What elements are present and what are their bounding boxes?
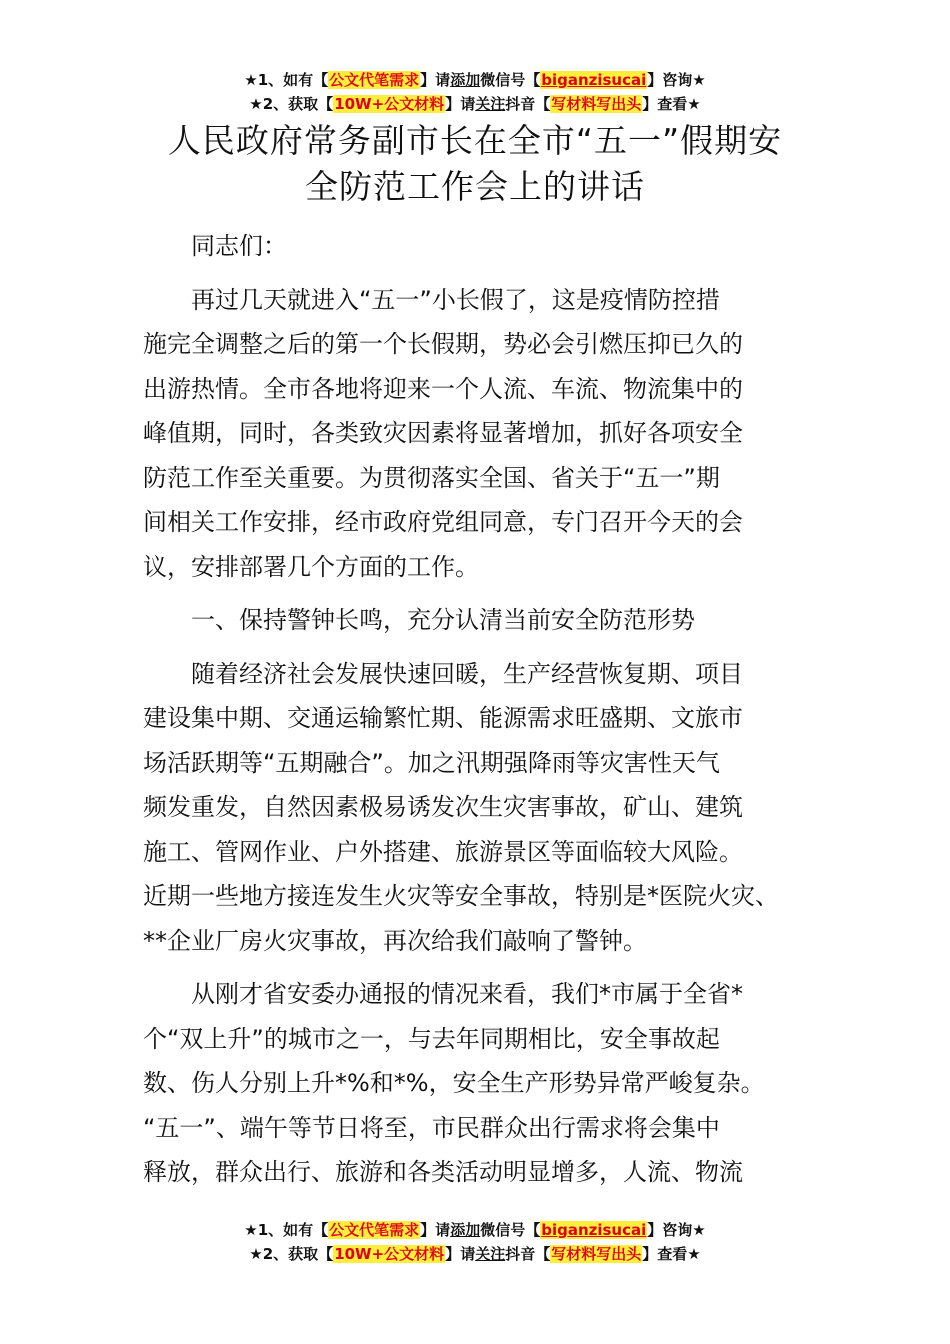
banner-wechat-id: biganzisucai xyxy=(541,1221,647,1239)
body-line: “五一”、端午等节日将至，市民群众出行需求将会集中 xyxy=(143,1113,720,1142)
salutation-text: 同志们： xyxy=(191,232,287,260)
banner-line-2 xyxy=(0,92,950,116)
body-line: 再过几天就进入“五一”小长假了，这是疫情防控措 xyxy=(191,285,720,314)
banner-line-2 xyxy=(0,1242,950,1266)
banner-text: 】请 xyxy=(445,1245,476,1263)
banner-text: 】查看★ xyxy=(642,1245,701,1263)
banner-underlined: 关注 xyxy=(475,95,506,113)
title-line-1: 人民政府常务副市长在全市“五一”假期安 xyxy=(167,121,783,160)
paragraph-3 xyxy=(143,972,808,1195)
top-banner xyxy=(0,68,950,116)
body-line: 释放，群众出行、旅游和各类活动明显增多，人流、物流 xyxy=(143,1158,743,1186)
body-line: 议，安排部署几个方面的工作。 xyxy=(143,552,479,581)
body-line: 出游热情。全市各地将迎来一个人流、车流、物流集中的 xyxy=(143,374,743,403)
banner-highlight: 写材料写出头 xyxy=(551,1245,642,1263)
bottom-banner xyxy=(0,1218,950,1266)
banner-text: ★1、如有【 xyxy=(244,71,329,89)
body-line: 频发重发，自然因素极易诱发次生灾害事故，矿山、建筑 xyxy=(143,793,743,821)
section-heading-1 xyxy=(143,598,808,643)
document-title xyxy=(100,118,850,210)
body-line: 个“双上升”的城市之一，与去年同期相比，安全事故起 xyxy=(143,1024,720,1053)
body-line: **企业厂房火灾事故，再次给我们敲响了警钟。 xyxy=(143,926,647,955)
banner-text: ★2、获取【 xyxy=(249,1245,334,1263)
body-line: 近期一些地方接连发生火灾等安全事故，特别是*医院火灾、 xyxy=(143,882,779,910)
body-line: 场活跃期等“五期融合”。加之汛期强降雨等灾害性天气 xyxy=(143,748,720,777)
body-line: 从刚才省安委办通报的情况来看，我们*市属于全省* xyxy=(191,980,743,1008)
body-line: 间相关工作安排，经市政府党组同意，专门召开今天的会 xyxy=(143,508,743,536)
body-line: 数、伤人分别上升*%和*%，安全生产形势异常严峻复杂。 xyxy=(143,1069,765,1097)
banner-text: 】咨询★ xyxy=(647,1221,706,1239)
banner-underlined: 添加 xyxy=(450,1221,481,1239)
body-line: 峰值期，同时，各类致灾因素将显著增加，抓好各项安全 xyxy=(143,419,743,447)
banner-text: 微信号【 xyxy=(480,1221,541,1239)
body-line: 随着经济社会发展快速回暖，生产经营恢复期、项目 xyxy=(191,659,743,688)
banner-wechat-id: biganzisucai xyxy=(541,71,647,89)
body-line: 施完全调整之后的第一个长假期，势必会引燃压抑已久的 xyxy=(143,330,743,358)
banner-highlight: 公文代笔需求 xyxy=(329,71,420,89)
paragraph-1 xyxy=(143,278,808,590)
banner-text: 抖音【 xyxy=(505,1245,551,1263)
banner-highlight: 10W+公文材料 xyxy=(334,95,445,113)
banner-text: 】咨询★ xyxy=(647,71,706,89)
banner-text: ★1、如有【 xyxy=(244,1221,329,1239)
salutation xyxy=(143,224,808,269)
banner-line-1 xyxy=(0,68,950,92)
banner-underlined: 添加 xyxy=(450,71,481,89)
banner-text: 抖音【 xyxy=(505,95,551,113)
banner-text: 】请 xyxy=(420,1221,451,1239)
banner-text: ★2、获取【 xyxy=(249,95,334,113)
title-line-2: 全防范工作会上的讲话 xyxy=(305,167,645,206)
banner-text: 】查看★ xyxy=(642,95,701,113)
document-body xyxy=(143,224,808,1195)
banner-highlight: 10W+公文材料 xyxy=(334,1245,445,1263)
banner-text: 】请 xyxy=(445,95,476,113)
body-line: 建设集中期、交通运输繁忙期、能源需求旺盛期、文旅市 xyxy=(143,704,743,732)
paragraph-2 xyxy=(143,652,808,964)
body-line: 施工、管网作业、户外搭建、旅游景区等面临较大风险。 xyxy=(143,837,743,866)
heading-text: 一、保持警钟长鸣，充分认清当前安全防范形势 xyxy=(191,606,695,634)
banner-text: 】请 xyxy=(420,71,451,89)
banner-line-1 xyxy=(0,1218,950,1242)
banner-highlight: 写材料写出头 xyxy=(551,95,642,113)
banner-text: 微信号【 xyxy=(480,71,541,89)
banner-highlight: 公文代笔需求 xyxy=(329,1221,420,1239)
body-line: 防范工作至关重要。为贯彻落实全国、省关于“五一”期 xyxy=(143,463,720,492)
banner-underlined: 关注 xyxy=(475,1245,506,1263)
